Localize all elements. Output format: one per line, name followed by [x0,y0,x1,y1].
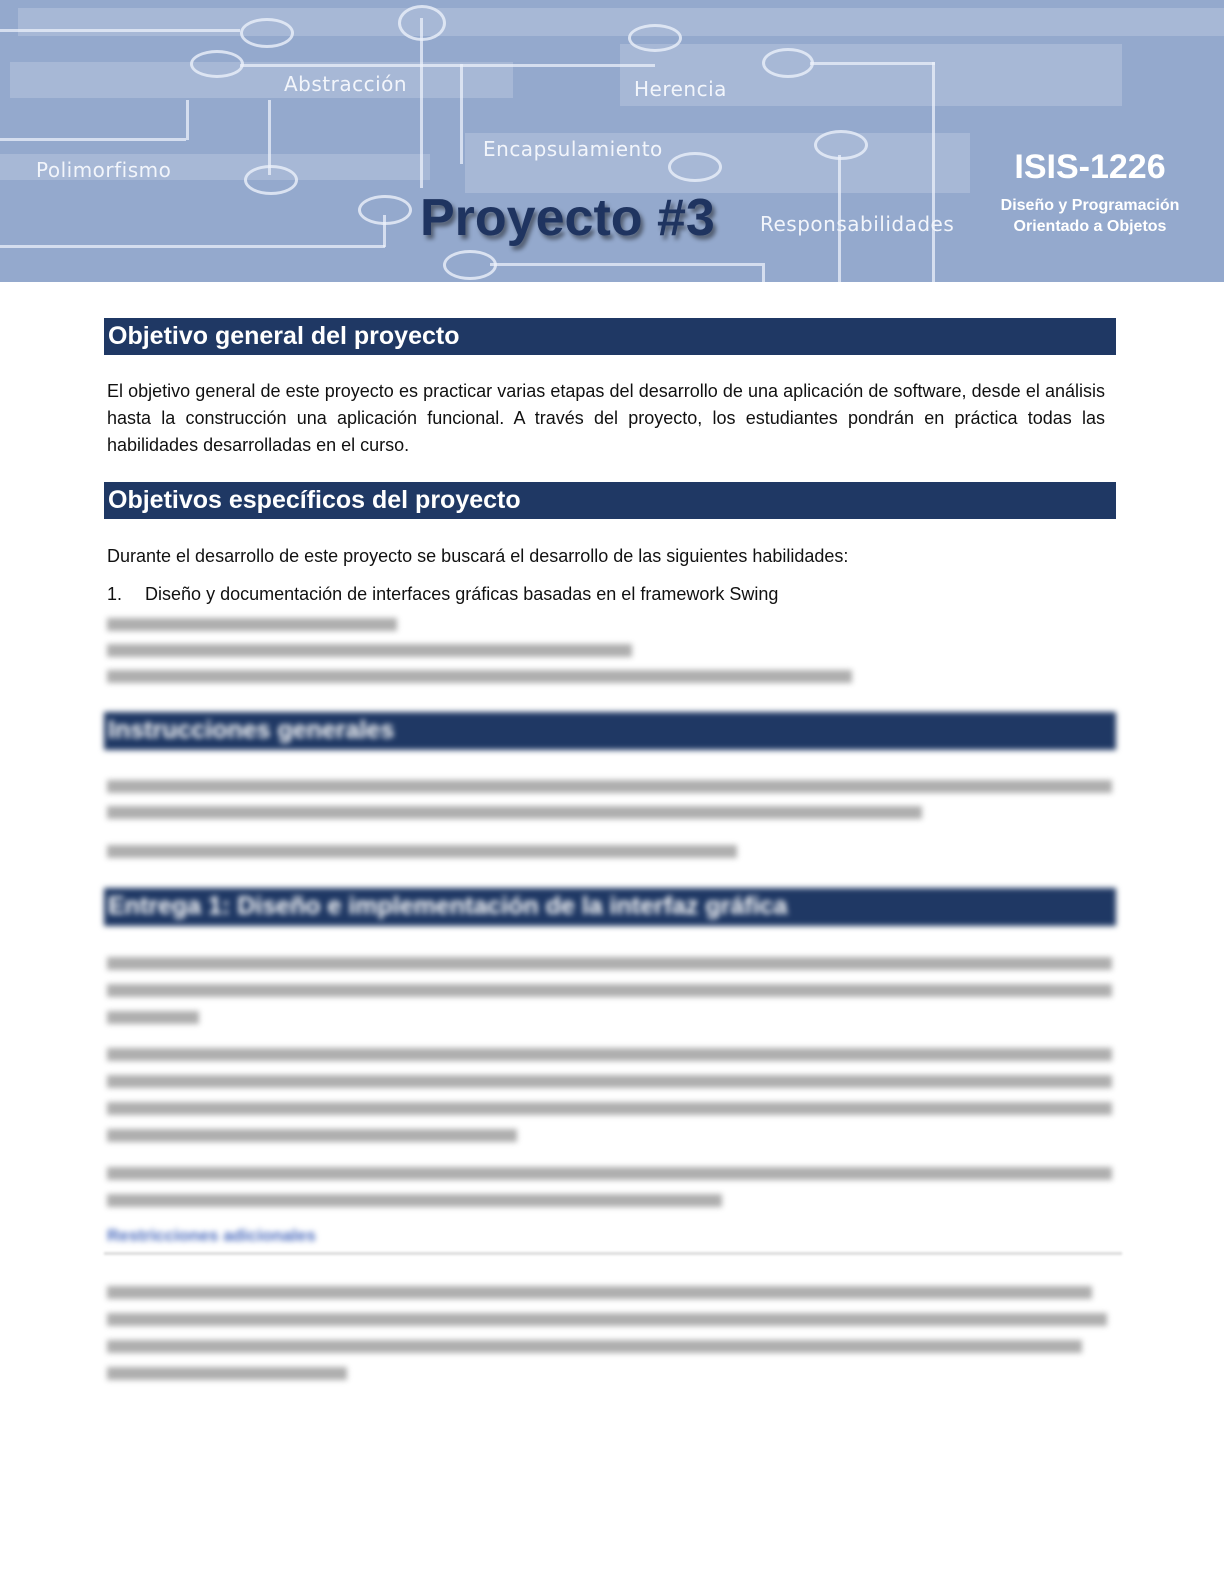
decor-ring [190,50,244,78]
section-heading-delivery-1: Entrega 1: Diseño e implementación de la interfaz gráfica [104,888,1116,926]
blurred-paragraph-line [107,1313,1107,1326]
section-heading-general-objective: Objetivo general del proyecto [104,318,1116,355]
header-banner [0,0,1224,282]
decor-line [240,64,655,67]
keyword-encapsulamiento: Encapsulamiento [483,137,663,161]
decor-line [810,62,935,65]
blurred-paragraph-line [107,1286,1092,1299]
general-objective-text: El objetivo general de este proyecto es practicar varias etapas del desarrollo de una aplicación de software, desde el análisis hasta la construcción una aplicación funcional. A través del proyecto, los estudiantes pondrán en práctica todas las habilidades desarrolladas en el curso. [107,381,1105,455]
decor-ring [762,48,814,78]
decor-line [420,18,423,188]
blurred-paragraph-line [107,806,922,819]
decor-line [0,29,240,32]
course-name-line1: Diseño y Programación [1000,197,1180,214]
decor-ring [398,5,446,41]
decor-ring [244,165,298,195]
blurred-paragraph-line [107,1167,1112,1180]
blurred-paragraph-line [107,1194,722,1207]
decor-line [460,64,463,164]
list-number: 1. [107,584,123,604]
decor-line [0,138,186,141]
decor-line [0,245,385,248]
blurred-list-item [107,670,852,683]
course-code: ISIS-1226 [1014,148,1166,186]
blurred-paragraph-line [107,1367,347,1380]
list-text: Diseño y documentación de interfaces gráficas basadas en el framework Swing [145,584,779,604]
specific-objectives-intro: Durante el desarrollo de este proyecto se buscará el desarrollo de las siguientes habilidades: [107,546,849,566]
course-block [990,148,1190,237]
blurred-paragraph-line [107,1011,199,1024]
decor-ring [240,18,294,48]
keyword-herencia: Herencia [634,77,727,101]
decor-line [186,100,189,140]
decor-line [932,62,935,282]
decor-line [762,263,765,282]
blurred-paragraph-line [107,1102,1112,1115]
decor-line [268,100,271,175]
blurred-paragraph-line [107,1129,517,1142]
course-name-line2: Orientado a Objetos [1013,218,1167,235]
decor-rect [10,62,513,98]
decor-ring [668,152,722,182]
section-heading-specific-objectives: Objetivos específicos del proyecto [104,482,1116,519]
subheading-divider [104,1252,1122,1255]
keyword-responsabilidades: Responsabilidades [760,212,955,236]
project-title: Proyecto #3 [420,189,715,247]
list-item [107,584,778,605]
blurred-paragraph-line [107,957,1112,970]
blurred-paragraph-line [107,1075,1112,1088]
decor-ring [358,195,412,225]
decor-ring [443,250,497,280]
section-heading-general-instructions: Instrucciones generales [104,712,1116,750]
blurred-paragraph-line [107,845,737,858]
decor-line [490,263,762,266]
blurred-list-item [107,618,397,631]
blurred-paragraph-line [107,984,1112,997]
keyword-polimorfismo: Polimorfismo [36,158,172,182]
keyword-abstraccion: Abstracción [284,72,408,96]
blurred-list-item [107,644,632,657]
blurred-paragraph-line [107,780,1112,793]
blurred-paragraph-line [107,1048,1112,1061]
decor-ring [628,24,682,52]
blurred-paragraph-line [107,1340,1082,1353]
decor-ring [814,130,868,160]
subheading-additional-restrictions: Restricciones adicionales [107,1226,316,1245]
